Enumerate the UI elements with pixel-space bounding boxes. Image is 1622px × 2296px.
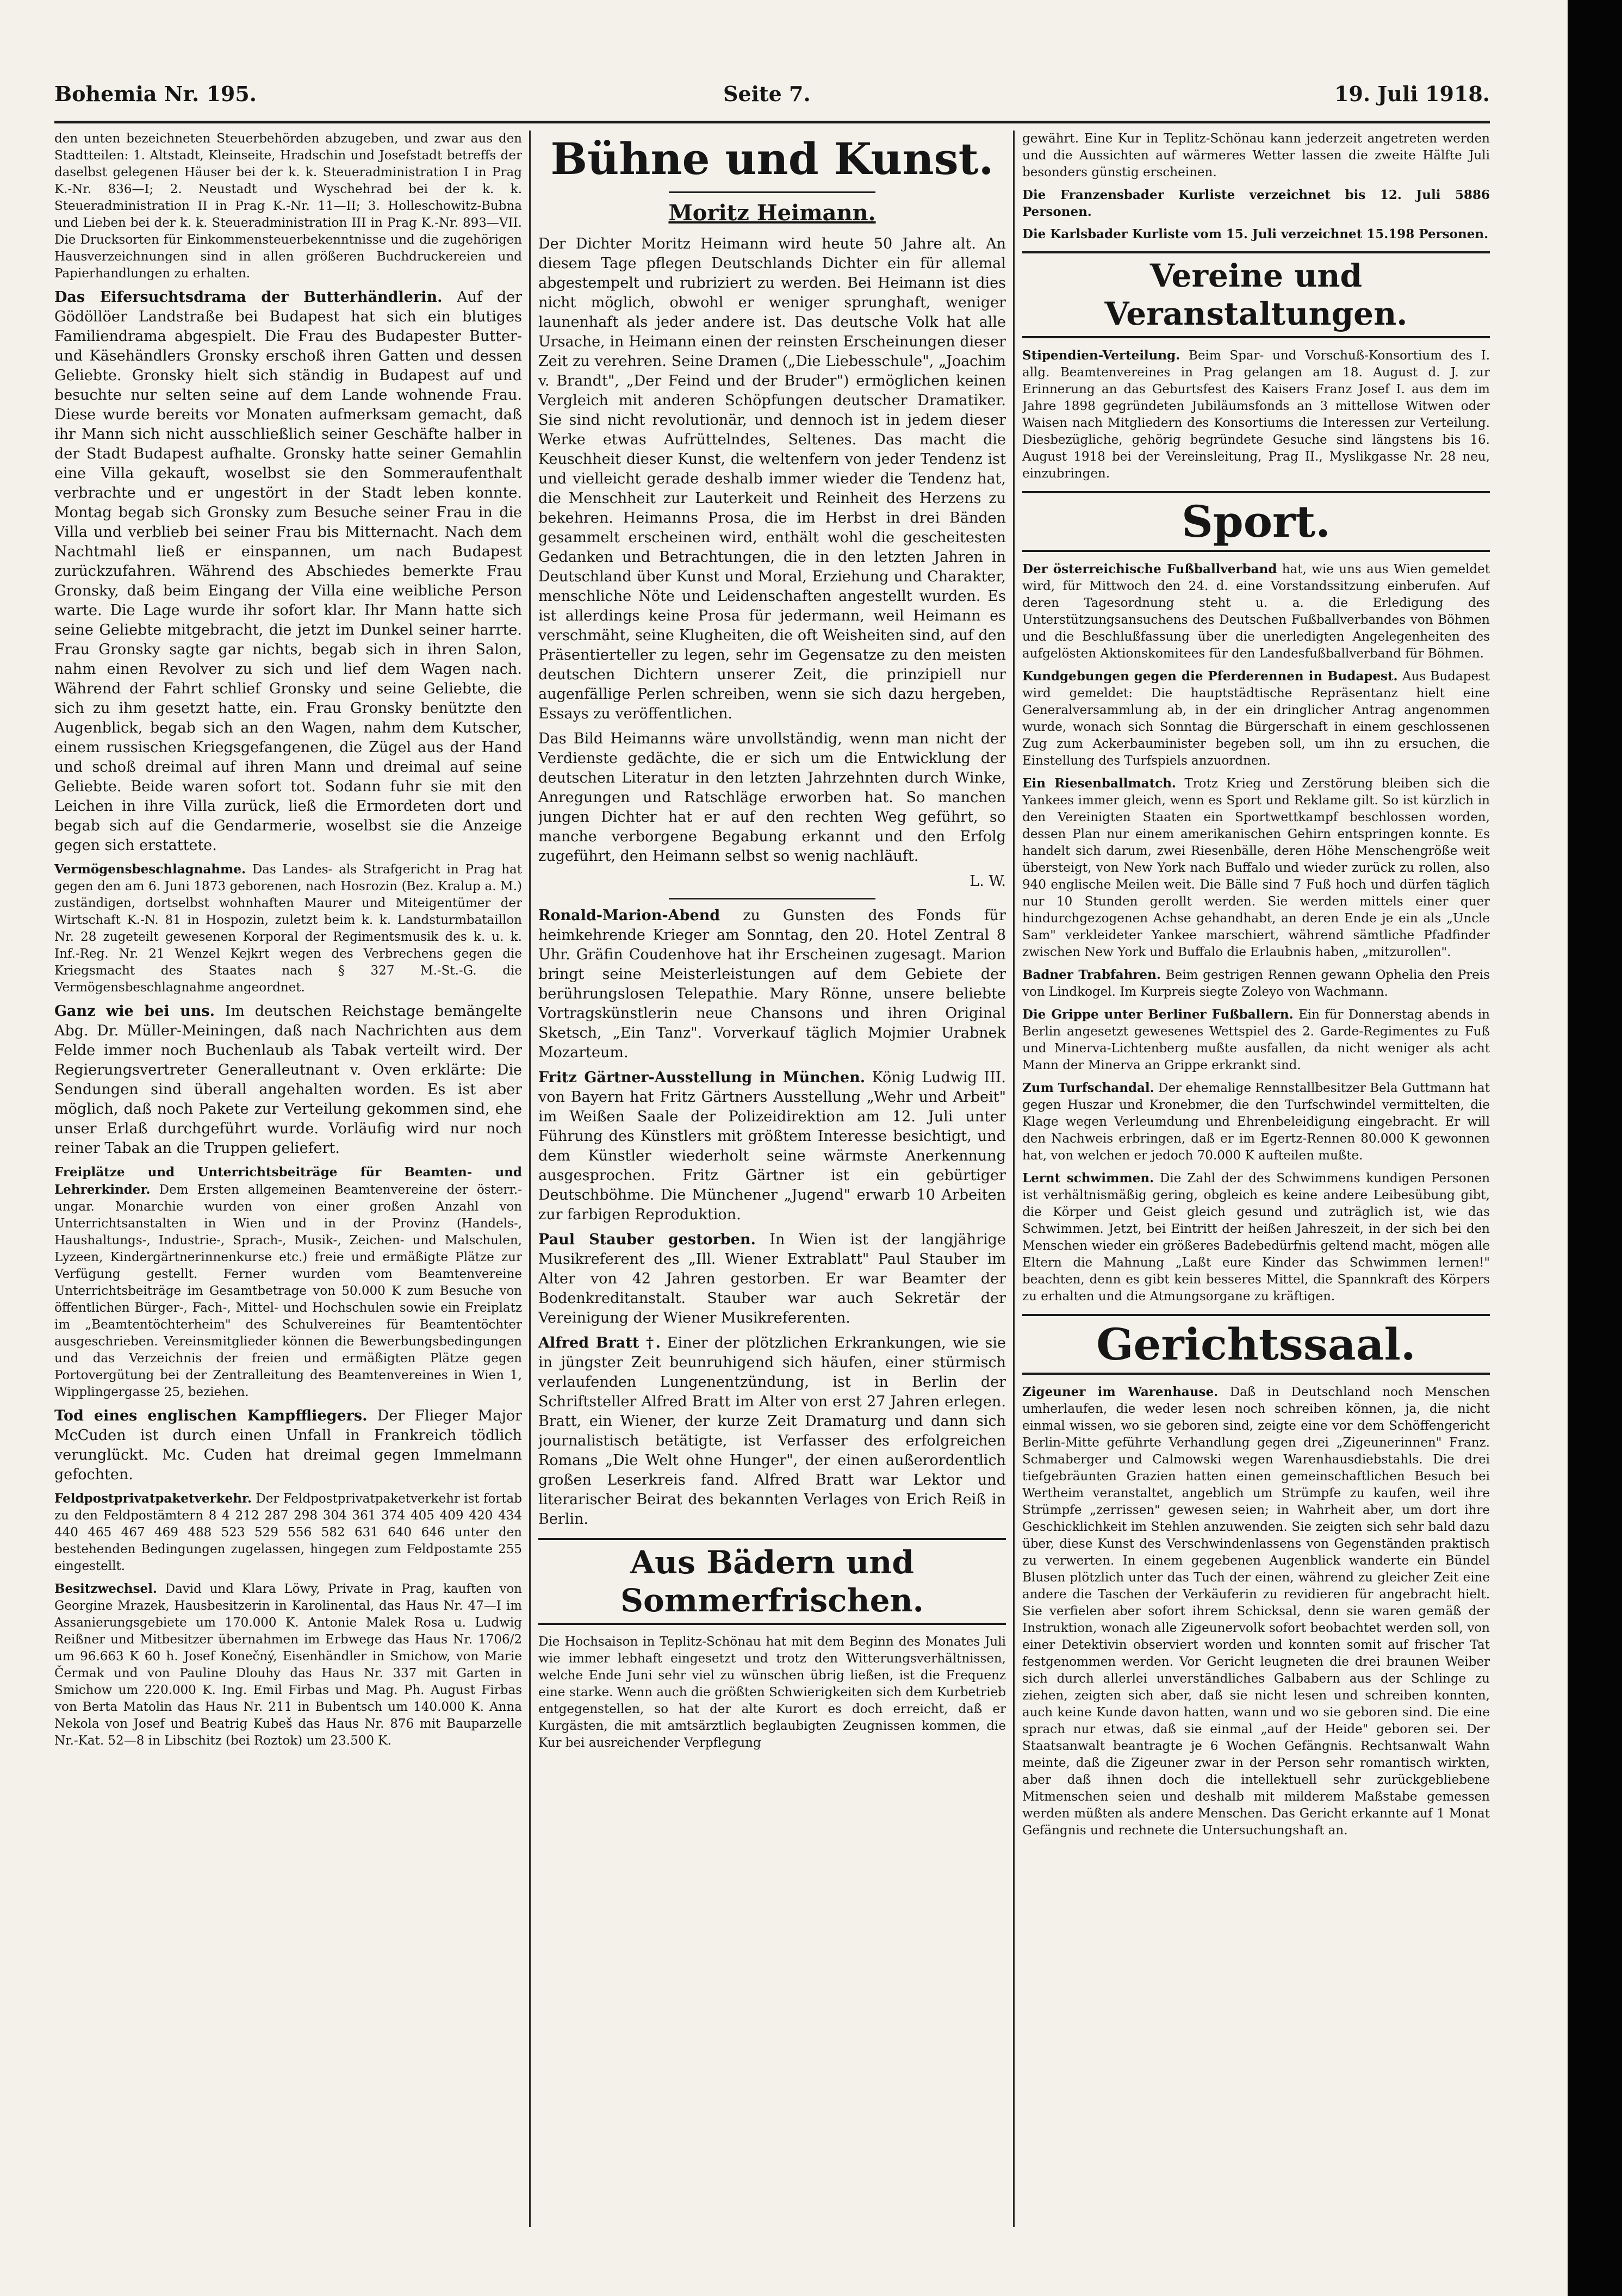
article-free-places <box>54 1164 522 1401</box>
article-body: Im deutschen Reichstage bemängelte Abg. Dr. Müller-Meiningen, daß nach Nachrichten aus dem Felde immer noch Buchenlaub als Tabak verteilt wird. Der Regierungsvertreter Generalleutnant v. Oven erklärte: Die Sendungen sind überall angehalten worden. Es ist aber möglich, daß noch Pakete zur Verteilung gekommen sind, ehe unser Erlaß durchgeführt wurde. Vorläufig wird nur noch reiner Tabak an die Truppen geliefert. <box>54 1003 522 1157</box>
article-just-like-us <box>54 1002 522 1158</box>
article-turf-scandal <box>1022 1079 1490 1164</box>
article-body: Der Flieger Major McCuden ist durch einen Unfall in Frankreich tödlich verunglückt. Mc. Cuden hat dreimal gegen Immelmann gefochten. <box>54 1407 522 1483</box>
article-property-change <box>54 1580 522 1749</box>
article-lead: Ein Riesenballmatch. <box>1022 776 1176 791</box>
section-title: Bühne und Kunst. <box>550 133 994 184</box>
article-horse-racing <box>1022 668 1490 770</box>
article-teplitz-cont: gewährt. Eine Kur in Teplitz-Schönau kann jederzeit angetreten werden und die Aussichten auf wärmeres Wetter lassen die zweite Hälfte Juli besonders günstig erscheinen. <box>1022 132 1490 179</box>
page-header <box>54 82 1490 114</box>
section-box <box>1022 1314 1490 1375</box>
article-heimann-p1: Der Dichter Moritz Heimann wird heute 50 Jahre alt. An diesem Tage pflegen Deutschlands Dichter ein für allemal abgestempelt und rubriziert zu werden. Bei Heimann ist dies nicht möglich, obwohl er weniger sprunghaft, weniger launenhaft als jeder andere ist. Das deutsche Volk hat alle Ursache, in Heimann einen der reinsten Erscheinungen dieser Zeit zu verehren. Seine Dramen („Die Liebesschule", „Joachim v. Brandt", „Der Feind und der Bruder") ermöglichen keinen Vergleich mit anderen Schöpfungen deutscher Dramatiker. Sie sind nicht revolutionär, und dennoch ist in jedem dieser Werke etwas Aufrüttelndes, Seltenes. Das macht die Keuschheit dieser Kunst, die weltenfern von jeder Tendenz ist und vielleicht gerade deshalb immer wieder die Tendenz hat, die Menschheit zur Lauterkeit und Reinheit des Herzens zu bekehren. Heimanns Prosa, die im Herbst in drei Bänden gesammelt erscheinen wird, enthält wohl die gescheitesten Gedanken und Betrachtungen, die in den letzten Jahren in Deutschland über Kunst und Moral, Erziehung und Charakter, menschliche Nöte und Leidenschaften angestellt wurden. Es ist allerdings keine Prosa für jedermann, weil Heimann es verschmäht, seine Klugheiten, die oft Weisheiten sind, auf den Präsentierteller zu legen, sehr im Gegensatze zu den meisten deutschen Dichtern unserer Zeit, die prinzipiell nur augenfällige Perlen schreiben, wenn sie sich dazu hergeben, Essays zu veröffentlichen. <box>538 235 1006 722</box>
header-rule <box>54 121 1490 123</box>
article-giant-ball <box>1022 775 1490 961</box>
article-marion-evening <box>538 906 1006 1063</box>
article-body: Beim Spar- und Vorschuß-Konsortium des I. allg. Beamtenvereines in Prag gelangen am 18. August d. J. zur Erinnerung an das Geburtsfest des Kaisers Franz Josef I. aus dem im Jahre 1898 gegründeten Jubiläumsfonds an 3 mittellose Witwen oder Waisen nach Mitgliedern des Konsortiums die Interessen zur Verteilung. Diesbezügliche, gehörig begründete Gesuche sind längstens bis 16. August 1918 bei der Vereinsleitung, Prag II., Myslikgasse Nr. 28 neu, einzubringen. <box>1022 349 1490 481</box>
article-body: Daß in Deutschland noch Menschen umherlaufen, die weder lesen noch schreiben können, ja, die nicht einmal wissen, wo sie geboren sind, zeigte eine vor dem Schöffengericht Berlin-Mitte geführte Verhandlung gegen drei „Zigeunerinnen" Franz. Schmaberger und Calmowski wegen Warenhausdiebstahls. Die drei tiefgebräunten Grazien hatten einen gemeinschaftlichen Besuch bei Wertheim veranstaltet, angeblich um Strümpfe zu kaufen, weil ihre Strümpfe „zerrissen" gewesen seien; in Wahrheit aber, um dort ihre Geschicklichkeit im Stehlen anzuwenden. Sie zeigten sich sehr bald dazu über, diese Kunst des Verschwindenlassens von Gegenständen praktisch zu verwerten. In einem gegebenen Augenblick wanderte ein Bündel Blusen plötzlich unter das Tuch der einen, während zu gleicher Zeit eine andere die Taschen der Verkäuferin zu revidieren für angebracht hielt. Sie verfielen aber sofort ihrem Schicksal, denn sie waren gemäß der Instruktion, wonach alle Zigeunervolk sofort beobachtet werden soll, von einer Detektivin observiert worden und konnten somit auf frischer Tat festgenommen werden. Vor Gericht leugneten die drei braunen Weiber sich durch allerlei unverständliches Galbabern aus der Schlinge zu ziehen, zeigten sich aber, daß sie nicht lesen und schreiben konnten, auch keine Kunde davon hatten, wann und wo sie geboren sind. Die eine sprach nur etwas, daß sie einmal „auf der Heide" geboren sei. Der Staatsanwalt beantragte je 6 Wochen Gefängnis. Rechtsanwalt Wahn meinte, daß die Zigeuner zwar in der Person sehr romantisch wirkten, aber daß ihnen doch die intellektuell sehr zurückgebliebene Mitmenschen seien und deshalb mit milderem Maßstabe gemessen werden müßten als andere Menschen. Das Gericht erkannte auf 1 Monat Gefängnis und rechnete die Untersuchungshaft an. <box>1022 1385 1490 1838</box>
article-lead: Besitzwechsel. <box>54 1581 157 1596</box>
article-lead: Fritz Gärtner-Ausstellung in München. <box>538 1069 866 1086</box>
article-field-post <box>54 1490 522 1575</box>
article-body: Einer der plötzlichen Erkrankungen, wie sie in jüngster Zeit beunruhigend sich häufen, einer stürmisch verlaufenden Lungenentzündung, ist in Berlin der Schriftsteller Alfred Bratt im Alter von erst 27 Jahren erlegen. Bratt, ein Wiener, der kurze Zeit Dramaturg und dann sich journalistisch betätigte, ist Verfasser des erfolgreichen Romans „Die Welt ohne Hunger", der einen außerordentlich großen Leserkreis fand. Alfred Bratt war Lektor und literarischer Beirat des bekannten Verlages von Erich Reiß in Berlin. <box>538 1335 1006 1528</box>
article-body: David und Klara Löwy, Private in Prag, kauften von Georgine Mrazek, Hausbesitzerin in Karolinental, das Haus Nr. 47—I im Assanierungsgebiete um 170.000 K. Antonie Malek Rosa u. Ludwig Reißner und Mitbesitzer übernahmen im Erbwege das Haus Nr. 1706/2 um 96.663 K 60 h. Josef Konečný, Eisenhändler in Smichow, von Marie Čermak und von Pauline Dlouhy das Haus Nr. 337 mit Garten in Smichow um 220.000 K. Ing. Emil Firbas und Mag. Ph. August Firbas von Berta Matolin das Haus Nr. 211 in Bubentsch um 140.000 K. Anna Nekola von Josef und Beatrig Kubeš das Haus Nr. 876 mit Bauparzelle Nr.-Kat. 52—8 in Libschitz (bei Roztok) um 23.500 K. <box>54 1582 522 1748</box>
article-body: zu Gunsten des Fonds für heimkehrende Krieger am Sonntag, den 20. Hotel Zentral 8 Uhr. Gräfin Coudenhove hat ihr Erscheinen zugesagt. Marion bringt seine Meisterleistungen auf dem Gebiete der berührungslosen Telepathie. Mary Rönne, unsere beliebte Vortragskünstlerin neue Chansons und ihren Original Sketsch, „Ein Tanz". Vorverkauf täglich Mojmier Urabnek Mozarteum. <box>538 907 1006 1061</box>
article-gaertner-exhibition <box>538 1068 1006 1225</box>
article-lead: Alfred Bratt †. <box>538 1335 661 1351</box>
article-body: Beim gestrigen Rennen gewann Ophelia den Preis von Lindkogel. Im Kurpreis siegte Zoleyo von Wachmann. <box>1022 968 1490 999</box>
article-body: hat, wie uns aus Wien gemeldet wird, für Mittwoch den 24. d. eine Vorstandssitzung einberufen. Auf deren Tagesordnung steht u. a. die Erledigung des Unterstützungsansuchens des Deutschen Fußballverbandes von Böhmen und die Beschlußfassung über die unerledigten Angelegenheiten des aufgelösten Aktionskomitees für den Landesfußballverband für Böhmen. <box>1022 562 1490 661</box>
section-box <box>1022 251 1490 338</box>
article-signature: L. W. <box>970 873 1006 890</box>
article-body: Ein für Donnerstag abends in Berlin angesetzt gewesenes Wettspiel des 2. Garde-Regimentes zu Fuß und Minerva-Lichtenberg mußte ausfallen, da nicht weniger als acht Mann der Minerva an Grippe erkrankt sind. <box>1022 1008 1490 1072</box>
section-title: Sport. <box>1181 496 1331 547</box>
article-body: Die Zahl der des Schwimmens kundigen Personen ist verhältnismäßig gering, obgleich es keine andere Leibesübung gibt, die Körper und Geist gleich gesund und zuträglich ist, wie das Schwimmen. Jetzt, bei Eintritt der heißen Jahreszeit, in der sich bei den Menschen wieder ein größeres Badebedürfnis geltend macht, mögen alle Eltern die Mahnung „Laßt eure Kinder das Schwimmen lernen!" beachten, denn es gibt kein besseres Mittel, die Spannkraft des Körpers zu erhalten und die Atmungsorgane zu kräftigen. <box>1022 1171 1490 1304</box>
article-grippe <box>1022 1006 1490 1074</box>
article-lead: Stipendien-Verteilung. <box>1022 348 1180 363</box>
article-lead: Zum Turfschandal. <box>1022 1081 1154 1095</box>
article-learn-swim <box>1022 1170 1490 1305</box>
article-lead: Ganz wie bei uns. <box>54 1003 215 1020</box>
article-title: Moritz Heimann. <box>668 200 876 226</box>
article-teplitz: Die Hochsaison in Teplitz-Schönau hat mit dem Beginn des Monates Juli wie immer lebhaft eingesetzt und trotz den Witterungsverhältnissen, welche Ende Juni sehr viel zu wünschen übrig ließen, ist die Frequenz eine starke. Wenn auch die größten Schwierigkeiten sich dem Kurbetrieb entgegenstellen, so hat der alte Kurort es doch erreicht, daß er Kurgästen, die mit amtsärztlich beglaubigten Zeugnissen kommen, die Kur bei ausreichender Verpflegung <box>538 1635 1006 1750</box>
article-karlsbad: Die Karlsbader Kurliste vom 15. Juli verzeichnet 15.198 Personen. <box>1022 227 1489 241</box>
column-1 <box>54 131 522 2227</box>
article-stipends <box>1022 347 1490 482</box>
article-baden-trotting <box>1022 966 1490 1001</box>
article-bratt <box>538 1333 1006 1529</box>
article-stauber <box>538 1230 1006 1328</box>
article-lead: Zigeuner im Warenhause. <box>1022 1385 1219 1399</box>
column-divider <box>529 131 531 2227</box>
article-lead: Ronald-Marion-Abend <box>538 907 720 924</box>
column-2 <box>538 131 1006 2227</box>
article-rule <box>669 898 875 899</box>
column-3 <box>1022 131 1490 2227</box>
article-lead: Paul Stauber gestorben. <box>538 1231 756 1248</box>
article-lead: Badner Trabfahren. <box>1022 967 1161 982</box>
article-lead: Lernt schwimmen. <box>1022 1171 1154 1186</box>
section-box <box>1022 491 1490 552</box>
article-body: Der Feldpostprivatpaketverkehr ist fortab zu den Feldpostämtern 8 4 212 287 298 304 361 374 405 409 420 434 440 465 467 469 488 523 529 556 582 631 640 646 unter den bestehenden Bedingungen zugelassen, hingegen zum Feldpostamte 255 eingestellt. <box>54 1492 522 1573</box>
article-body: Aus Budapest wird gemeldet: Die hauptstädtische Repräsentanz hielt eine Generalversammlung ab, in der ein dringlicher Antrag angenommen wurde, wonach sich Sonntag die Bürgerschaft in einem geschlossenen Zug zum Ackerbauminister begeben soll, um ihn zu ersuchen, die Einstellung des Turfspiels anzuordnen. <box>1022 669 1490 768</box>
article-body: Dem Ersten allgemeinen Beamtenvereine der österr.-ungar. Monarchie wurden von einer großen Anzahl von Unterrichtsanstalten in Wien und in der Provinz (Handels-, Haushaltungs-, Industrie-, Sprach-, Musik-, Zeichen- und Malschulen, Lyzeen, Kindergärtnerinnenkurse etc.) freie und ermäßigte Plätze zur Verfügung gestellt. Ferner wurden vom Beamtenvereine Unterrichtsbeiträge im Gesamtbetrage von 50.000 K zum Besuche von öffentlichen Bürger-, Fach-, Mittel- und Hochschulen sowie ein Freiplatz im „Beamtentöchterheim" des Schulvereines für Beamtentöchter ausgeschrieben. Vereinsmitglieder können die Bewerbungsbedingungen und das Verzeichnis der freien und ermäßigten Plätze gegen Portovergütung bei der Zentralleitung des Beamtenvereines in Wien 1, Wipplingergasse 25, beziehen. <box>54 1183 522 1399</box>
article-lead: Die Grippe unter Berliner Fußballern. <box>1022 1007 1294 1022</box>
article-body: In Wien ist der langjährige Musikreferent des „Ill. Wiener Extrablatt" Paul Stauber im Alter von 42 Jahren gestorben. Er war Beamter der Bodenkreditanstalt. Stauber war auch Sekretär der Vereinigung der Wiener Musikreferenten. <box>538 1231 1006 1326</box>
scan-edge <box>1568 0 1622 2296</box>
article-lead: Kundgebungen gegen die Pferderennen in Budapest. <box>1022 669 1398 684</box>
column-divider <box>1013 131 1015 2227</box>
section-rule <box>669 191 875 193</box>
article-tax-offices: den unten bezeichneten Steuerbehörden abzugeben, und zwar aus den Stadtteilen: 1. Altstadt, Kleinseite, Hradschin und Josefstadt betreffs der daselbst gelegenen Häuser bei der k. k. Steueradministration I in Prag K.-Nr. 836—I; 2. Neustadt und Wyschehrad bei der k. k. Steueradministration II in Prag K.-Nr. 11—II; 3. Holleschowitz-Bubna und Lieben bei der k. k. Steueradministration III in Prag K.-Nr. 893—VII. Die Drucksorten für Einkommensteuerbekenntnisse und die zugehörigen Hausverzeichnungen sind in allen größeren Buchdruckereien und Papierhandlungen zu erhalten. <box>54 132 522 281</box>
section-title: Vereine und Veranstaltungen. <box>1104 257 1408 332</box>
article-english-pilot <box>54 1406 522 1485</box>
article-football-assoc <box>1022 561 1490 662</box>
section-title: Gerichtssaal. <box>1096 1319 1416 1370</box>
section-title: Aus Bädern und Sommerfrischen. <box>620 1544 924 1619</box>
issue-date: 19. Juli 1918. <box>1334 82 1490 106</box>
article-body: Auf der Gödöllöer Landstraße bei Budapest hat sich ein blutiges Familiendrama abgespielt. Die Frau des Budapester Butter- und Käsehändlers Gronsky erschoß ihren Gatten und dessen Geliebte. Gronsky hielt sich ständig in Budapest auf und besuchte nur selten seine auf dem Lande wohnende Frau. Diese wurde bereits vor Monaten aufmerksam gemacht, daß ihr Mann sich nicht ausschließlich seiner Geschäfte halber in der Stadt Budapest aufhalte. Gronsky hatte seiner Gemahlin eine Villa gekauft, woselbst sie den Sommeraufenthalt verbrachte und er ungestört in der Stadt leben konnte. Montag begab sich Gronsky zum Besuche seiner Frau in die Villa und verblieb bei seiner Frau bis Mitternacht. Nach dem Nachtmahl ließ er einspannen, um nach Budapest zurückzufahren. Während des Abschiedes bemerkte Frau Gronsky, daß beim Eingang der Villa eine weibliche Person warte. Die Lage wurde ihr sofort klar. Ihr Mann hatte sich seine Geliebte mitgebracht, die jetzt im Dunkel seiner harrte. Frau Gronsky sagte gar nichts, begab sich in ihren Salon, nahm einen Revolver zu sich und lief dem Wagen nach. Während der Fahrt schlief Gronsky und seine Geliebte, die sich zu ihm gesetzt hatte, ein. Frau Gronsky benützte den Augenblick, begab sich an den Wagen, nahm dem Kutscher, einem russischen Kriegsgefangenen, die Zügel aus der Hand und schoß dreimal auf ihren Mann und dreimal auf seine Geliebte. Beide waren sofort tot. Sodann fuhr sie mit den Leichen in ihre Villa zurück, ließ die Ermordeten dort und begab sich auf die Gendarmerie, woselbst sie die Anzeige gegen sich erstattete. <box>54 289 522 854</box>
article-body: König Ludwig III. von Bayern hat Fritz Gärtners Ausstellung „Wehr und Arbeit" im Weißen Saale der Polizeidirektion am 12. Juli unter Führung des Künstlers mit größtem Interesse besichtigt, und dem Künstler wiederholt seine wärmste Anerkennung ausgesprochen. Fritz Gärtner ist ein gebürtiger Deutschböhme. Die Münchener „Jugend" erwarb 10 Arbeiten zur farbigen Reproduktion. <box>538 1069 1006 1223</box>
page-number: Seite 7. <box>723 82 811 106</box>
article-lead: Feldpostprivatpaketverkehr. <box>54 1491 252 1506</box>
article-lead: Der österreichische Fußballverband <box>1022 562 1277 576</box>
article-lead: Das Eifersuchtsdrama der Butterhändlerin. <box>54 289 443 306</box>
article-body: Der ehemalige Rennstallbesitzer Bela Guttmann hat gegen Huszar und Kronebmer, die den Turfschwindel vermittelten, die Klage wegen Verleumdung und Ehrenbeleidigung eingebracht. Er will den Nachweis erbringen, daß er im Egertz-Rennen 80.000 K gewonnen hat, von welchen er jedoch 70.000 K aufteilen mußte. <box>1022 1081 1490 1163</box>
article-asset-seizure <box>54 861 522 996</box>
article-jealousy-drama <box>54 288 522 855</box>
article-lead: Vermögensbeschlagnahme. <box>54 862 246 877</box>
paper-name-number: Bohemia Nr. 195. <box>54 82 257 106</box>
article-gypsies <box>1022 1383 1490 1839</box>
article-lead: Tod eines englischen Kampffliegers. <box>54 1407 368 1424</box>
article-body: Trotz Krieg und Zerstörung bleiben sich die Yankees immer gleich, wenn es Sport und Reklame gilt. So ist kürzlich in den Vereinigten Staaten ein Sportwettkampf beschlossen worden, dessen Plan nur einem amerikanischen Gehirn entspringen konnte. Es handelt sich darum, zwei Riesenbälle, deren Höhe Menschengröße weit übersteigt, von New York nach Buffalo und wieder zurück zu rollen, also 940 englische Meilen weit. Die Bälle sind 7 Fuß hoch und dürfen täglich nur 10 Stunden gerollt werden. Sie werden mittels einer quer hindurchgezogenen Achse gehandhabt, an deren Ende je ein als „Uncle Sam" verkleideter Yankee marschiert, während sämtliche Pfadfinder zwischen New York und Buffalo die Erlaubnis haben, „mitzurollen". <box>1022 777 1490 959</box>
article-heimann-p2: Das Bild Heimanns wäre unvollständig, wenn man nicht der Verdienste gedächte, die er sich um die Entwicklung der deutschen Literatur in den letzten Jahrzehnten durch Winke, Anregungen und Ratschläge erworben hat. So manchen jungen Dichter hat er auf den rechten Weg geführt, so manche verborgene Begabung erkannt und den Erfolg zugeführt, den Heimann selbst so wenig nachläuft. <box>538 730 1006 865</box>
article-body: Das Landes- als Strafgericht in Prag hat gegen den am 6. Juni 1873 geborenen, nach Hosrozin (Bez. Kralup a. M.) zuständigen, dortselbst wohnhaften Maurer und Miteigentümer der Wirtschaft K.-N. 81 in Hospozin, zuletzt beim k. k. Landsturmbataillon Nr. 28 zugeteilt gewesenen Korporal der Regimentsmusik des k. u. k. Inf.-Reg. Nr. 21 Wenzel Kejkrt wegen des Verbrechens gegen die Kriegsmacht des Staates nach § 327 M.-St.-G. die Vermögensbeschlagnahme angeordnet. <box>54 862 522 995</box>
article-franzensbad: Die Franzensbader Kurliste verzeichnet bis 12. Juli 5886 Personen. <box>1022 188 1490 219</box>
article-lead: Freiplätze und Unterrichtsbeiträge für Beamten- und Lehrerkinder. <box>54 1165 522 1197</box>
section-box <box>538 1538 1006 1625</box>
